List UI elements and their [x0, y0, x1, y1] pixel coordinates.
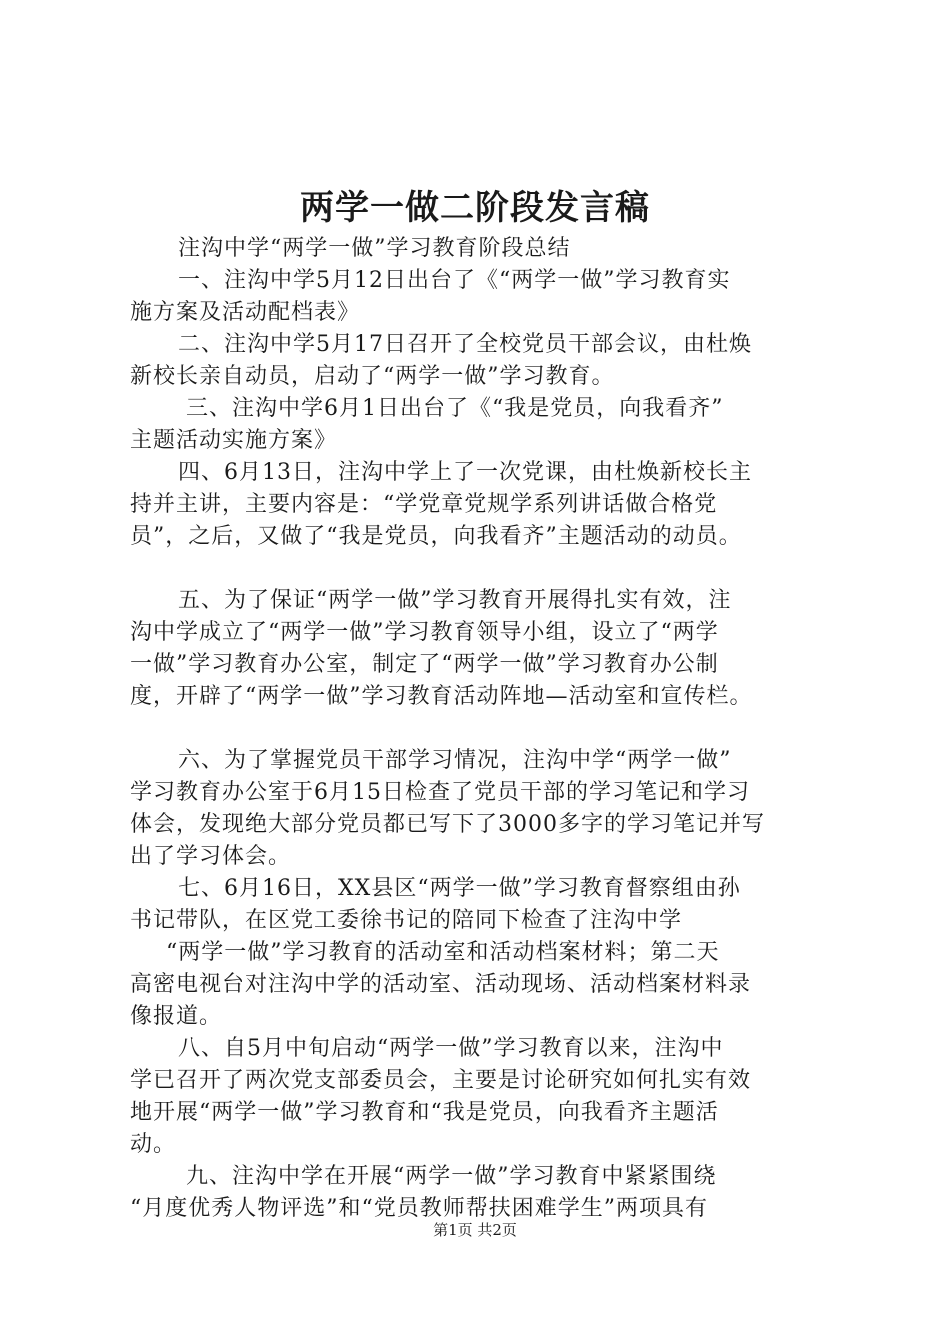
body-line: 新校长亲自动员，启动了“两学一做”学习教育。: [130, 364, 615, 389]
body-line: 七、6月16日，XX县区“两学一做”学习教育督察组由孙: [178, 876, 741, 901]
body-line: “月度优秀人物评选”和“党员教师帮扶困难学生”两项具有: [130, 1196, 708, 1221]
body-line: 出了学习体会。: [130, 844, 292, 869]
body-line: 二、注沟中学5月17日召开了全校党员干部会议，由杜焕: [178, 332, 752, 357]
document-body: [130, 233, 850, 1225]
body-line: 六、为了掌握党员干部学习情况，注沟中学“两学一做”: [178, 748, 732, 773]
body-line: 学习教育办公室于6月15日检查了党员干部的学习笔记和学习: [130, 780, 750, 805]
body-line: 八、自5月中旬启动“两学一做”学习教育以来，注沟中: [178, 1036, 724, 1061]
body-line: 五、为了保证“两学一做”学习教育开展得扎实有效，注: [178, 588, 732, 613]
body-line: 一做”学习教育办公室，制定了“两学一做”学习教育办公制: [130, 652, 719, 677]
body-line: 主题活动实施方案》: [130, 428, 338, 453]
body-line: 四、6月13日，注沟中学上了一次党课，由杜焕新校长主: [178, 460, 752, 485]
body-line: 学已召开了两次党支部委员会，主要是讨论研究如何扎实有效: [130, 1068, 752, 1093]
body-line: 九、注沟中学在开展“两学一做”学习教育中紧紧围绕: [186, 1164, 717, 1189]
body-line: 高密电视台对注沟中学的活动室、活动现场、活动档案材料录: [130, 972, 752, 997]
body-line: 注沟中学“两学一做”学习教育阶段总结: [178, 236, 571, 261]
paragraph-gap: [130, 713, 850, 745]
body-line: 地开展“两学一做”学习教育和“我是党员，向我看齐主题活: [130, 1100, 719, 1125]
body-line: 持并主讲，主要内容是：“学党章党规学系列讲话做合格党: [130, 492, 718, 517]
document-title: 两学一做二阶段发言稿: [300, 188, 650, 228]
page-footer: 第1页 共2页: [433, 1221, 517, 1239]
body-line: “两学一做”学习教育的活动室和活动档案材料；第二天: [166, 940, 720, 965]
body-line: 书记带队，在区党工委徐书记的陪同下检查了注沟中学: [130, 908, 683, 933]
body-line: 沟中学成立了“两学一做”学习教育领导小组，设立了“两学: [130, 620, 719, 645]
body-line: 像报道。: [130, 1004, 223, 1029]
body-line: 动。: [130, 1132, 177, 1157]
body-line: 三、注沟中学6月1日出台了《“我是党员，向我看齐”: [186, 396, 724, 421]
body-line: 员”，之后，又做了“我是党员，向我看齐”主题活动的动员。: [130, 524, 742, 549]
body-line: 一、注沟中学5月12日出台了《“两学一做”学习教育实: [178, 268, 731, 293]
body-line: 体会，发现绝大部分党员都已写下了3000多字的学习笔记并写: [130, 812, 765, 837]
paragraph-gap: [130, 553, 850, 585]
body-line: 施方案及活动配档表》: [130, 300, 361, 325]
body-line: 度，开辟了“两学一做”学习教育活动阵地—活动室和宣传栏。: [130, 684, 753, 709]
